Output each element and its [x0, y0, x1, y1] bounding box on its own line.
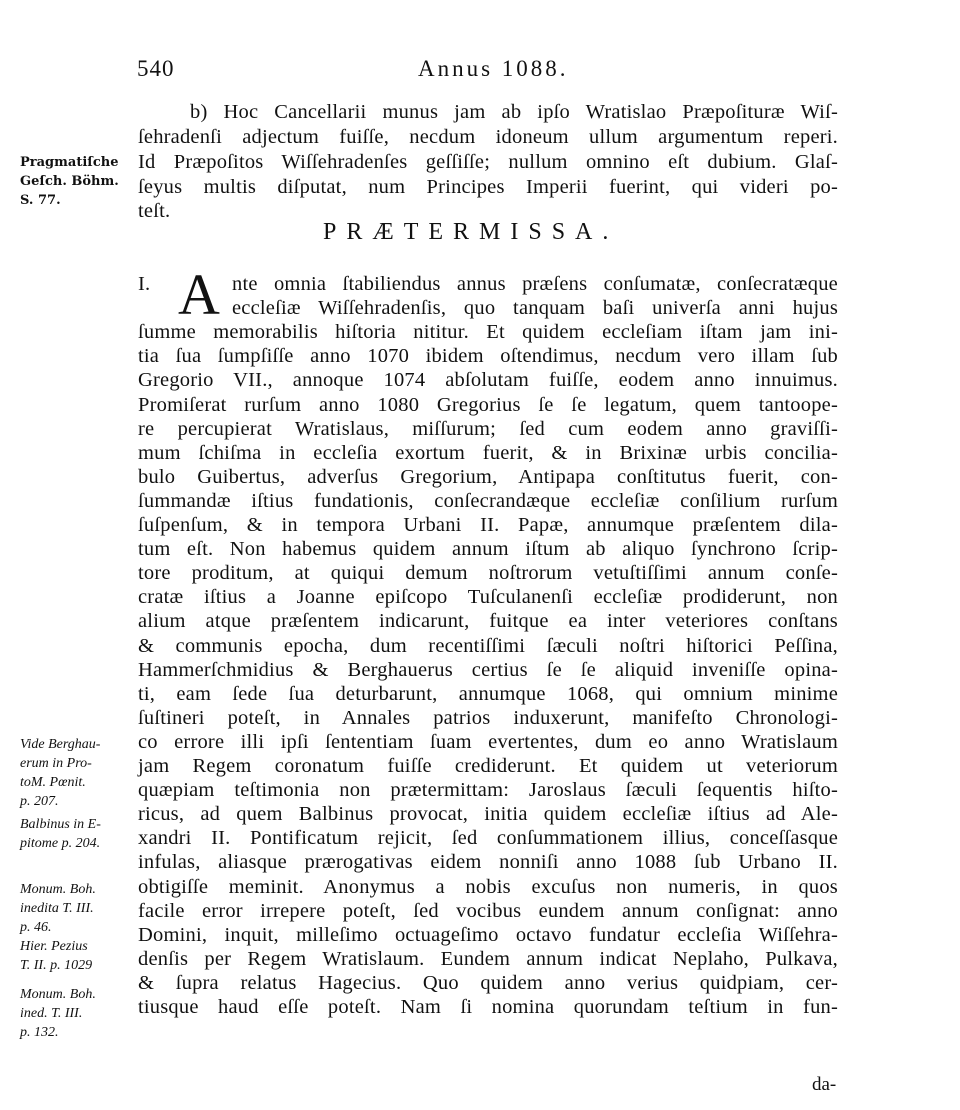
margin-note-monum-boh: [20, 985, 96, 1042]
margin-note-line: inedita T. III.: [20, 901, 94, 916]
drop-cap: A: [178, 262, 220, 327]
catchword: da-: [812, 1074, 837, 1095]
body-line: facile error irrepere poteſt, ſed vocibus eundem annum conſignat: anno: [138, 900, 838, 922]
body-line: nte omnia ſtabiliendus annus præſens conſumatæ, conſecratæque: [232, 273, 838, 295]
margin-note-line: Vide Berghau-: [20, 737, 101, 752]
body-line: tia ſua ſumpſiſſe anno 1070 ibidem oſtendimus, necdum vero illam ſub: [138, 345, 838, 367]
page-number: 540: [137, 56, 175, 81]
section-heading: PRÆTERMISSA.: [323, 219, 619, 245]
margin-note-line: S. 77.: [20, 193, 61, 208]
running-title: Annus 1088.: [418, 56, 569, 81]
body-line: ricus, ad quem Balbinus provocat, initia quidem eccleſiæ iſtius ad Ale-: [138, 803, 838, 825]
margin-note-line: Monum. Boh.: [20, 882, 96, 897]
section-marker: I.: [138, 273, 151, 295]
margin-note-line: T. II. p. 1029: [20, 958, 93, 973]
body-line: bulo Guibertus, adverſus Gregorium, Antipapa conſtitutus fuerit, con-: [138, 466, 838, 488]
body-line: mum ſchiſma in eccleſia exortum fuerit, & in Brixinæ urbis concilia-: [138, 442, 838, 464]
body-line: & ſupra relatus Hagecius. Quo quidem anno verius quidpiam, cer-: [138, 972, 838, 994]
body-line: denſis per Regem Wratislaum. Eundem annum indicat Neplaho, Pulkava,: [138, 948, 838, 970]
body-line: tore proditum, at quiqui demum noſtrorum vetuſtiſſimi annum conſe-: [138, 562, 838, 584]
margin-note-line: toM. Pœnit.: [20, 775, 86, 790]
footnote-line: ſeyus multis diſputat, num Principes Imperii fuerint, qui videri po-: [138, 176, 838, 198]
body-line: & communis epocha, dum recentiſſimi ſæculi noſtri hiſtorici Peſſina,: [138, 635, 838, 657]
body-line: tum eſt. Non habemus quidem annum iſtum ab aliquo ſynchrono ſcrip-: [138, 538, 838, 560]
body-line: cratæ iſtius a Joanne epiſcopo Tuſculanenſi eccleſiæ prodiderunt, non: [138, 586, 838, 608]
footnote-line: teſt.: [138, 200, 171, 222]
margin-note-line: Hier. Pezius: [20, 939, 88, 954]
body-line: Domini, inquit, milleſimo octuageſimo octavo fundatur eccleſia Wiſſehra-: [138, 924, 838, 946]
body-line: ſuſtineri poteſt, in Annales patrios induxerunt, manifeſto Chronologi-: [138, 707, 838, 729]
body-line: Promiſerat rurſum anno 1080 Gregorius ſe ſe legatum, quem tantoope-: [138, 394, 838, 416]
footnote-line: ſehradenſi adjectum fuiſſe, necdum idoneum ullum argumentum reperi.: [138, 126, 838, 148]
margin-note-line: p. 46.: [20, 920, 52, 935]
margin-note-line: p. 207.: [20, 794, 59, 809]
margin-note-line: erum in Pro-: [20, 756, 92, 771]
body-line: Gregorio VII., annoque 1074 abſolutam fuiſſe, eodem anno innuimus.: [138, 369, 838, 391]
body-line: jam Regem coronatum fuiſſe crediderunt. Et quidem ut veteriorum: [138, 755, 838, 777]
margin-note-berghauer: [20, 735, 100, 811]
body-line: alium atque præſentem indicarunt, fuitque ea inter veteriores conſtans: [138, 610, 838, 632]
margin-note-line: Pragmatiſche: [20, 155, 119, 170]
margin-note-balbinus: [20, 815, 101, 853]
footnote-line: b) Hoc Cancellarii munus jam ab ipſo Wratislao Præpoſituræ Wiſ-: [190, 101, 838, 123]
body-line: re percupierat Wratislaus, miſſurum; ſed cum eodem anno graviſſi-: [138, 418, 838, 440]
margin-note-monum-hier: [20, 880, 96, 975]
page-header: [133, 50, 843, 90]
footnote-line: Id Præpoſitos Wiſſehradenſes geſſiſſe; nullum omnino eſt dubium. Glaſ-: [138, 151, 838, 173]
body-line: xandri II. Pontificatum rejicit, ſed conſummationem illius, conceſſasque: [138, 827, 838, 849]
body-line: tiusque haud eſſe poteſt. Nam ſi nomina quorundam teſtium in fun-: [138, 996, 838, 1018]
margin-note-line: Geſch. Böhm.: [20, 174, 119, 189]
body-line: obtigiſſe meminit. Anonymus a nobis excuſus non numeris, in quos: [138, 876, 838, 898]
body-line: ſummandæ iſtius fundationis, conſecrandæque eccleſiæ conſilium rurſum: [138, 490, 838, 512]
body-line: co errore illi ipſi ſententiam ſuam evertentes, dum eo anno Wratislaum: [138, 731, 838, 753]
body-line: quæpiam teſtimonia non prætermittam: Jaroslaus ſæculi ſequentis hiſto-: [138, 779, 838, 801]
body-line: Hammerſchmidius & Berghauerus certius ſe ſe aliquid inveniſſe opina-: [138, 659, 838, 681]
margin-note-line: p. 132.: [20, 1025, 59, 1040]
body-line: infulas, aliasque prærogativas eidem nonniſi anno 1088 ſub Urbano II.: [138, 851, 838, 873]
margin-note-line: pitome p. 204.: [20, 836, 101, 851]
margin-note-pragmatische: [20, 153, 119, 210]
margin-note-line: ined. T. III.: [20, 1006, 83, 1021]
margin-note-line: Monum. Boh.: [20, 987, 96, 1002]
body-line: ti, eam ſede ſua deturbarunt, annumque 1068, qui omnium minime: [138, 683, 838, 705]
body-line: eccleſiæ Wiſſehradenſis, quo tanquam baſi univerſa anni hujus: [232, 297, 838, 319]
body-line: ſumme memorabilis hiſtoria nititur. Et quidem eccleſiam iſtam jam ini-: [138, 321, 838, 343]
margin-note-line: Balbinus in E-: [20, 817, 101, 832]
body-line: ſuſpenſum, & in tempora Urbani II. Papæ, annumque præſentem dila-: [138, 514, 838, 536]
